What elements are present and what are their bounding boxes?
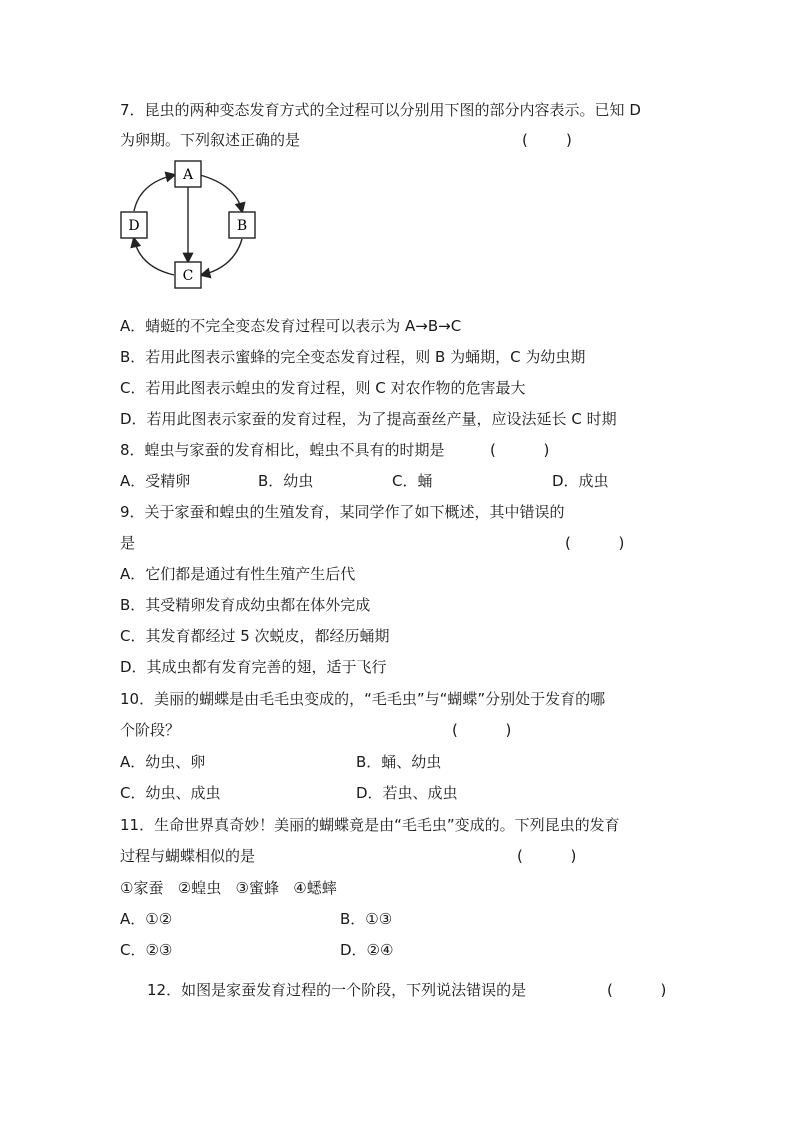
- node-d-label: D: [128, 218, 140, 234]
- q11-stem-line2: 过程与蝴蝶相似的是: [120, 847, 256, 865]
- q8-option-a: A．受精卵: [120, 472, 191, 490]
- q12-answer-paren: ( ): [607, 981, 667, 999]
- node-b-label: B: [236, 218, 248, 234]
- q10-option-a: A．幼虫、卵: [120, 753, 206, 771]
- node-b: [229, 212, 255, 238]
- q7-option-b: B．若用此图表示蜜蜂的完全变态发育过程，则 B 为蛹期，C 为幼虫期: [120, 348, 586, 366]
- q11-option-d: D．②④: [340, 941, 394, 959]
- arc-a-to-b: [200, 175, 242, 211]
- q10-option-d: D．若虫、成虫: [356, 784, 458, 802]
- node-d: [121, 212, 147, 238]
- q12-stem: 12．如图是家蚕发育过程的一个阶段，下列说法错误的是: [147, 981, 527, 999]
- q7-stem-line2: 为卵期。下列叙述正确的是: [120, 131, 301, 149]
- q10-option-b: B．蛹、幼虫: [356, 753, 442, 771]
- q7-stem-line1: 7．昆虫的两种变态发育方式的全过程可以分别用下图的部分内容表示。已知 D: [120, 101, 641, 119]
- q9-option-d: D．其成虫都有发育完善的翅，适于飞行: [120, 658, 387, 676]
- q8-option-c: C．蛹: [392, 472, 433, 490]
- node-c-label: C: [182, 268, 194, 284]
- q9-option-c: C．其发育都经过 5 次蜕皮，都经历蛹期: [120, 627, 390, 645]
- arc-d-to-a: [134, 175, 174, 211]
- q11-item-list: ①家蚕 ②蝗虫 ③蜜蜂 ④蟋蟀: [120, 879, 337, 897]
- q10-stem-line2: 个阶段？: [120, 721, 181, 739]
- q7-option-d: D．若用此图表示家蚕的发育过程，为了提高蚕丝产量，应设法延长 C 时期: [120, 410, 617, 428]
- life-cycle-diagram: [118, 155, 258, 295]
- node-c: [175, 262, 201, 288]
- q10-stem-line1: 10．美丽的蝴蝶是由毛毛虫变成的，“毛毛虫”与“蝴蝶”分别处于发育的哪: [120, 690, 606, 708]
- q7-option-a: A．蜻蜓的不完全变态发育过程可以表示为 A→B→C: [120, 317, 462, 335]
- q11-option-c: C．②③: [120, 941, 173, 959]
- arc-b-to-c: [202, 239, 242, 275]
- q9-option-a: A．它们都是通过有性生殖产生后代: [120, 565, 356, 583]
- q8-option-b: B．幼虫: [258, 472, 314, 490]
- q8-answer-paren: ( ): [490, 441, 550, 459]
- q8-stem: 8．蝗虫与家蚕的发育相比，蝗虫不具有的时期是: [120, 441, 445, 459]
- q11-stem-line1: 11．生命世界真奇妙！美丽的蝴蝶竟是由“毛毛虫”变成的。下列昆虫的发育: [120, 816, 620, 834]
- q10-option-c: C．幼虫、成虫: [120, 784, 221, 802]
- q9-option-b: B．其受精卵发育成幼虫都在体外完成: [120, 596, 371, 614]
- arc-c-to-d: [134, 239, 174, 275]
- q11-answer-paren: ( ): [517, 847, 577, 865]
- q10-answer-paren: ( ): [452, 721, 512, 739]
- q11-option-b: B．①③: [340, 910, 393, 928]
- q9-answer-paren: ( ): [565, 534, 625, 552]
- node-a-label: A: [182, 167, 194, 183]
- node-a: [175, 161, 201, 187]
- q9-stem-line1: 9．关于家蚕和蝗虫的生殖发育，某同学作了如下概述，其中错误的: [120, 503, 565, 521]
- q7-answer-paren: ( ): [522, 131, 572, 149]
- q7-option-c: C．若用此图表示蝗虫的发育过程，则 C 对农作物的危害最大: [120, 379, 526, 397]
- q9-stem-line2: 是: [120, 534, 136, 552]
- q11-option-a: A．①②: [120, 910, 173, 928]
- q8-option-d: D．成虫: [552, 472, 609, 490]
